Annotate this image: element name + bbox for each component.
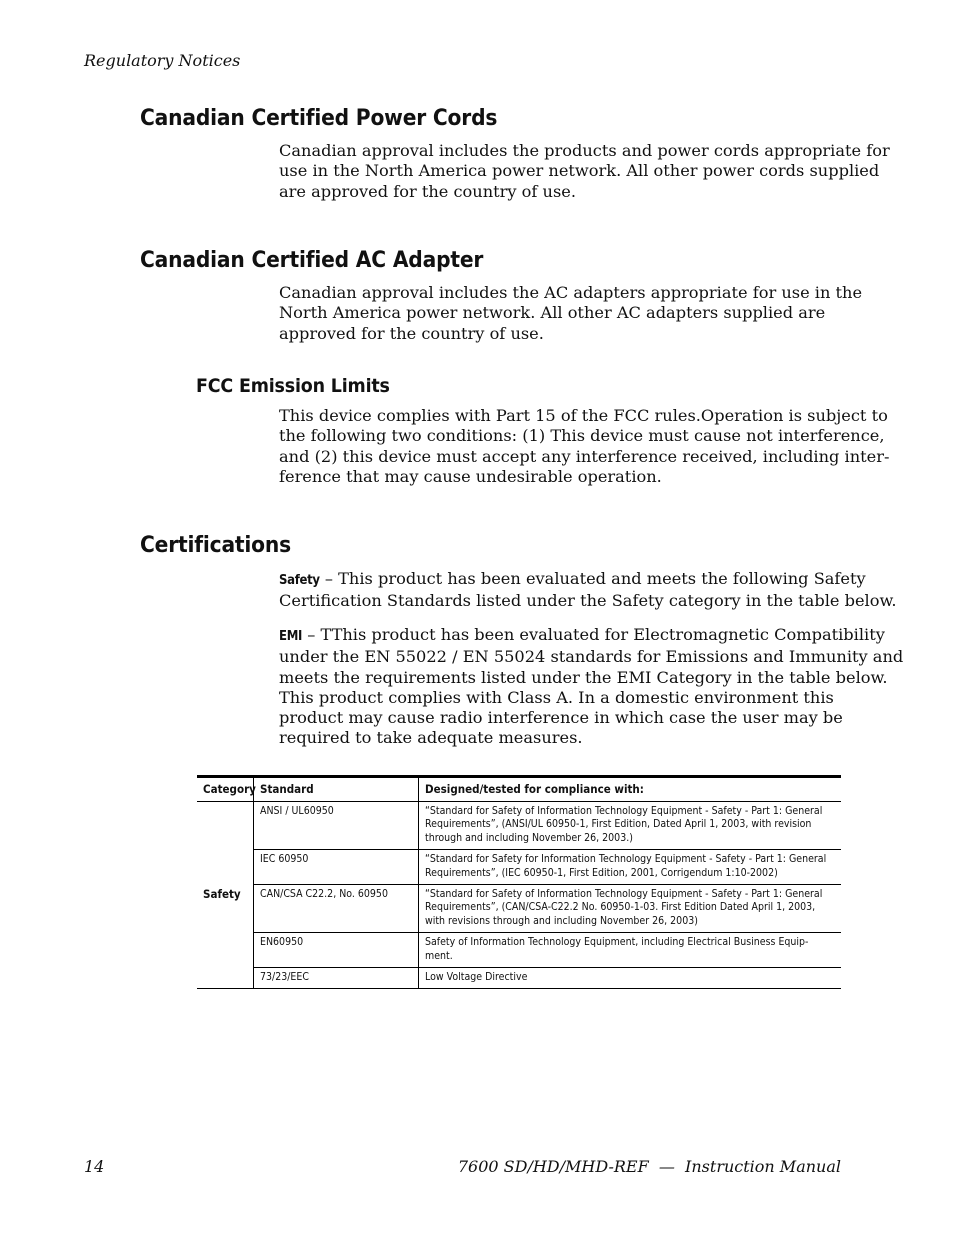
text-line: Certification Standards listed under the Safety category in the table below. bbox=[279, 591, 897, 611]
text-line: use in the North America power network. All other power cords supplied bbox=[279, 161, 880, 181]
text-line: meets the requirements listed under the EMI Category in the table below. bbox=[279, 667, 888, 687]
compliance-cell: “Standard for Safety of Information Technology Equipment - Safety - Part 1: General Requirements”, (ANSI/UL 60950-1, First Edition, Dated April 1, 2003, with revision through and including November 26, 2003.) bbox=[418, 802, 841, 850]
text-line: approved for the country of use. bbox=[279, 323, 544, 343]
table-row bbox=[197, 933, 841, 968]
running-head: Regulatory Notices bbox=[84, 51, 241, 70]
header-compliance: Designed/tested for compliance with: bbox=[418, 777, 841, 802]
header-category: Category bbox=[197, 777, 253, 802]
text-line: This device complies with Part 15 of the FCC rules.Operation is subject to bbox=[279, 406, 888, 425]
text-line: are approved for the country of use. bbox=[279, 181, 577, 201]
text-line bbox=[279, 625, 885, 647]
text-line: ference that may cause undesirable operation. bbox=[279, 466, 662, 486]
runin-emi: EMI bbox=[279, 629, 303, 644]
compliance-cell: “Standard for Safety of Information Technology Equipment - Safety - Part 1: General Requirements”, (CAN/CSA-C22.2 No. 60950-1-03. First Edition Dated April 1, 2003, with revisions through and including November 26, 2003) bbox=[418, 885, 841, 933]
standard-cell: 73/23/EEC bbox=[253, 968, 418, 989]
certification-table bbox=[197, 775, 841, 989]
heading-power-cords: Canadian Certified Power Cords bbox=[140, 106, 498, 131]
page-number: 14 bbox=[84, 1157, 105, 1176]
compliance-cell: Safety of Information Technology Equipment, including Electrical Business Equip-ment. bbox=[418, 933, 841, 968]
table-row bbox=[197, 885, 841, 933]
header-standard: Standard bbox=[253, 777, 418, 802]
paragraph-safety bbox=[279, 569, 897, 612]
text-line: product may cause radio interference in which case the user may be bbox=[279, 708, 843, 728]
text-fragment: – This product has been evaluated and meets the following Safety bbox=[319, 569, 866, 588]
text-line: Canadian approval includes the AC adapters appropriate for use in the bbox=[279, 283, 863, 302]
table-row bbox=[197, 968, 841, 989]
paragraph-fcc bbox=[279, 406, 890, 487]
text-line: the following two conditions: (1) This device must cause not interference, bbox=[279, 426, 885, 446]
text-line: North America power network. All other AC adapters supplied are bbox=[279, 303, 826, 323]
text-line bbox=[279, 569, 866, 591]
paragraph-emi bbox=[279, 625, 904, 749]
heading-certifications: Certifications bbox=[140, 533, 291, 558]
standard-cell: IEC 60950 bbox=[253, 850, 418, 885]
heading-ac-adapter: Canadian Certified AC Adapter bbox=[140, 248, 484, 273]
runin-safety: Safety bbox=[279, 573, 320, 588]
text-line: under the EN 55022 / EN 55024 standards for Emissions and Immunity and bbox=[279, 647, 904, 667]
heading-fcc-emission-limits: FCC Emission Limits bbox=[196, 375, 390, 397]
text-line: and (2) this device must accept any interference received, including inter- bbox=[279, 446, 890, 466]
text-fragment: – TThis product has been evaluated for Electromagnetic Compatibility bbox=[302, 625, 885, 644]
standard-cell: ANSI / UL60950 bbox=[253, 802, 418, 850]
compliance-cell: Low Voltage Directive bbox=[418, 968, 841, 989]
manual-title: 7600 SD/HD/MHD-REF — Instruction Manual bbox=[457, 1157, 841, 1176]
table-row bbox=[197, 850, 841, 885]
text-line: Canadian approval includes the products and power cords appropriate for bbox=[279, 141, 890, 160]
compliance-cell: “Standard for Safety for Information Technology Equipment - Safety - Part 1: General Requirements”, (IEC 60950-1, First Edition, 2001, Corrigendum 1:10-2002) bbox=[418, 850, 841, 885]
text-line: This product complies with Class A. In a domestic environment this bbox=[279, 687, 834, 707]
table-row bbox=[197, 802, 841, 850]
table-header-row bbox=[197, 777, 841, 802]
category-safety: Safety bbox=[197, 802, 253, 989]
paragraph-ac-adapter bbox=[279, 283, 863, 344]
standard-cell: CAN/CSA C22.2, No. 60950 bbox=[253, 885, 418, 933]
standard-cell: EN60950 bbox=[253, 933, 418, 968]
text-line: required to take adequate measures. bbox=[279, 728, 583, 748]
paragraph-power-cords bbox=[279, 141, 890, 202]
